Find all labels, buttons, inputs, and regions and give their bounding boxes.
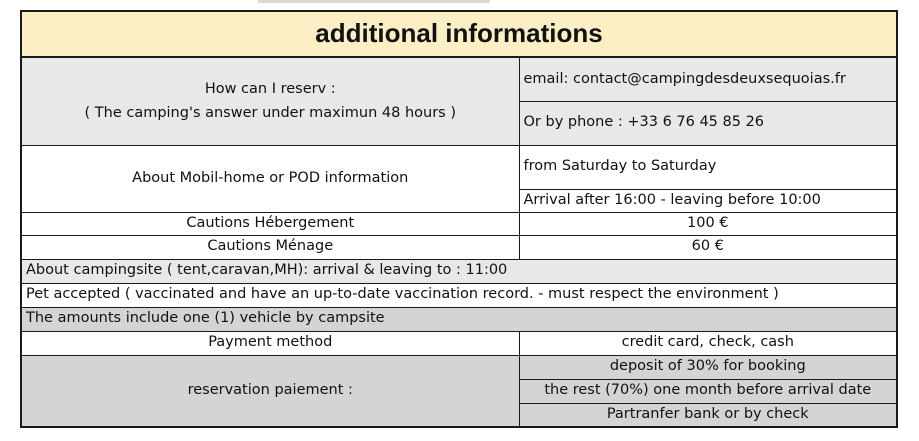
payment-row bbox=[21, 331, 897, 355]
mobil-home-row-1 bbox=[21, 145, 897, 189]
reserve-row-1 bbox=[21, 57, 897, 101]
reserve-label bbox=[21, 57, 519, 145]
caution-menage-row bbox=[21, 235, 897, 259]
reservation-payment-deposit: deposit of 30% for booking bbox=[519, 355, 897, 379]
title-row bbox=[21, 11, 897, 57]
payment-value: credit card, check, cash bbox=[519, 331, 897, 355]
pet-row bbox=[21, 283, 897, 307]
vehicle-note: The amounts include one (1) vehicle by campsite bbox=[21, 307, 897, 331]
campsite-row bbox=[21, 259, 897, 283]
reservation-payment-row-1 bbox=[21, 355, 897, 379]
caution-hebergement-label: Cautions Hébergement bbox=[21, 212, 519, 235]
reserve-label-line1: How can I reserv : bbox=[204, 81, 336, 98]
reservation-payment-rest: the rest (70%) one month before arrival date bbox=[519, 379, 897, 403]
pet-note: Pet accepted ( vaccinated and have an up-to-date vaccination record. - must respect the environment ) bbox=[21, 283, 897, 307]
reserve-email: email: contact@campingdesdeuxsequoias.fr bbox=[519, 57, 897, 101]
caution-menage-value: 60 € bbox=[519, 235, 897, 259]
table-title: additional informations bbox=[21, 11, 897, 57]
info-table bbox=[20, 10, 898, 428]
mobil-home-label: About Mobil-home or POD information bbox=[21, 145, 519, 212]
payment-label: Payment method bbox=[21, 331, 519, 355]
reservation-payment-transfer: Partranfer bank or by check bbox=[519, 403, 897, 427]
caution-hebergement-row bbox=[21, 212, 897, 235]
reserve-label-line2: ( The camping's answer under maximun 48 hours ) bbox=[84, 105, 456, 122]
caution-hebergement-value: 100 € bbox=[519, 212, 897, 235]
vehicle-row bbox=[21, 307, 897, 331]
reserve-phone: Or by phone : +33 6 76 45 85 26 bbox=[519, 101, 897, 145]
campsite-note: About campingsite ( tent,caravan,MH): arrival & leaving to : 11:00 bbox=[21, 259, 897, 283]
reservation-payment-label: reservation paiement : bbox=[21, 355, 519, 427]
caution-menage-label: Cautions Ménage bbox=[21, 235, 519, 259]
mobil-home-times: Arrival after 16:00 - leaving before 10:00 bbox=[519, 189, 897, 212]
mobil-home-days: from Saturday to Saturday bbox=[519, 145, 897, 189]
top-divider bbox=[258, 0, 490, 3]
